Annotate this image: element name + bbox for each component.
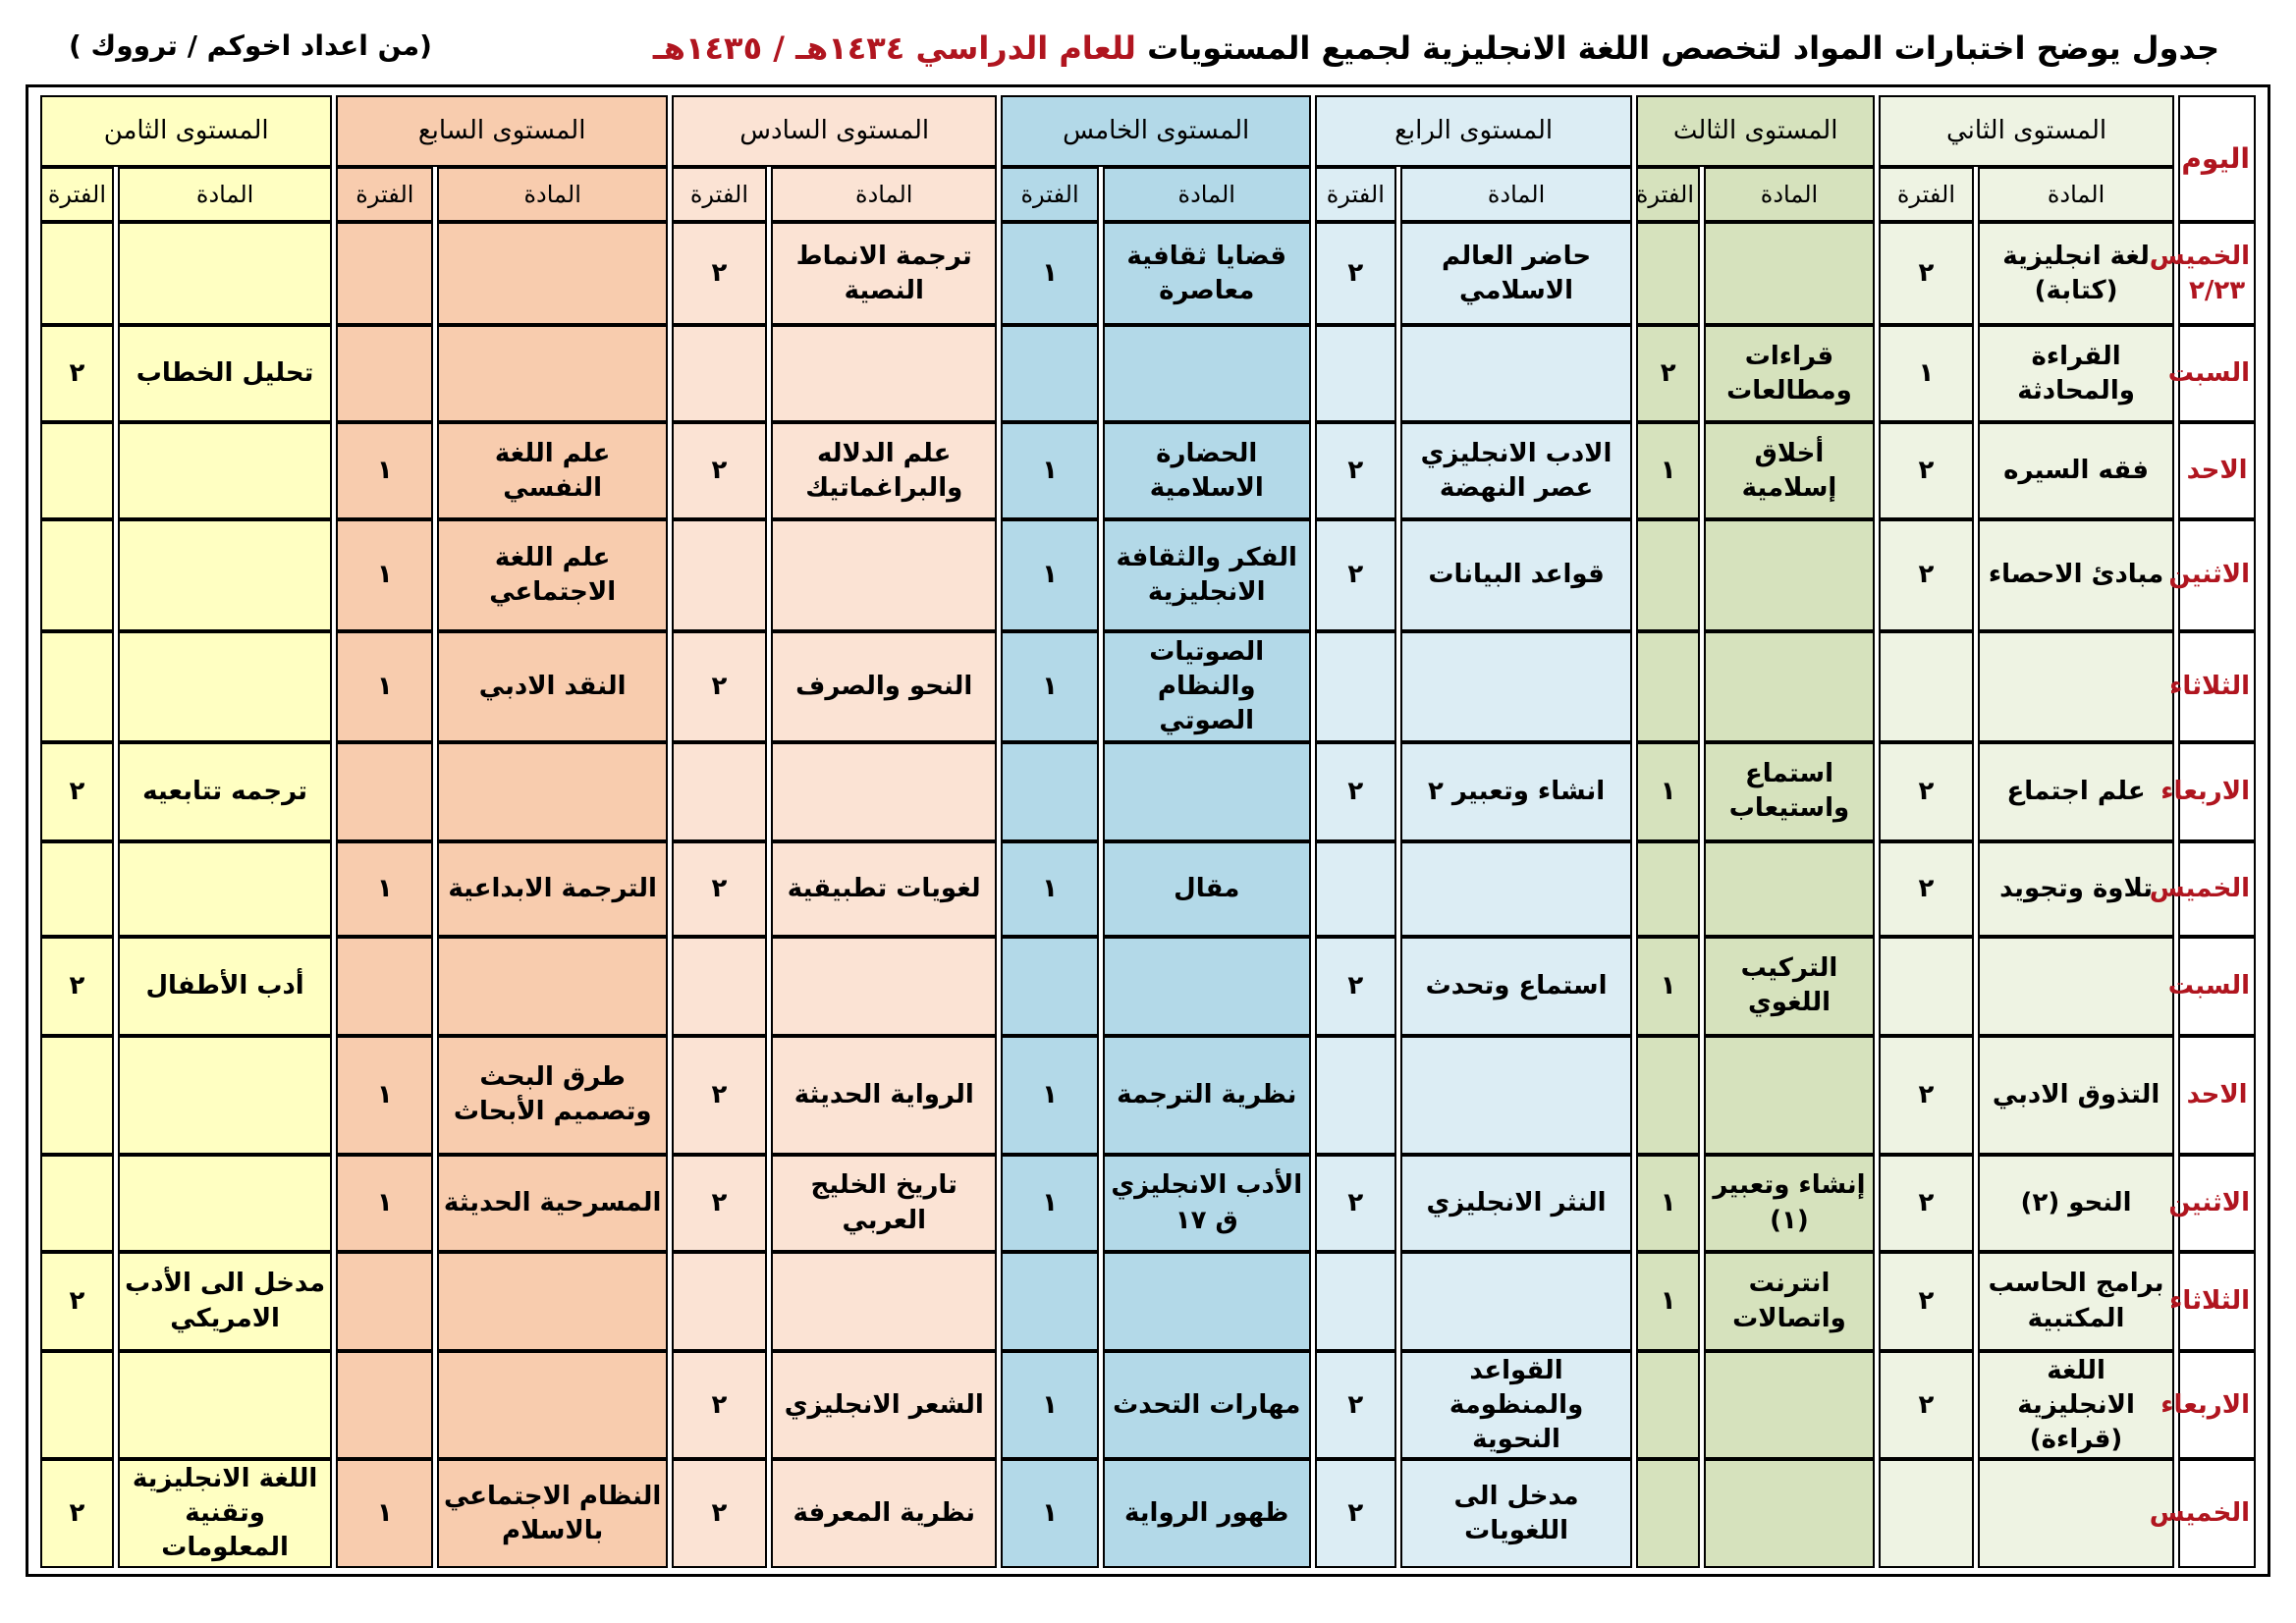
subject-cell bbox=[118, 222, 332, 325]
schedule-row bbox=[40, 1155, 2256, 1252]
period-cell: ٢ bbox=[1315, 222, 1396, 325]
period-cell bbox=[336, 325, 433, 422]
period-cell: ١ bbox=[1636, 742, 1700, 841]
subject-cell bbox=[1400, 1036, 1633, 1155]
schedule-row bbox=[40, 325, 2256, 422]
period-cell: ٢ bbox=[1879, 742, 1974, 841]
period-cell bbox=[672, 937, 767, 1036]
day-cell: الثلاثاء bbox=[2178, 1252, 2256, 1351]
day-cell: الاثنين bbox=[2178, 1155, 2256, 1252]
subject-cell: اللغة الانجليزية وتقنية المعلومات bbox=[118, 1459, 332, 1568]
subject-cell: استماع وتحدث bbox=[1400, 937, 1633, 1036]
day-cell: الاثنين bbox=[2178, 519, 2256, 630]
period-cell: ١ bbox=[1001, 1155, 1098, 1252]
subject-cell: القراءة والمحادثة bbox=[1978, 325, 2174, 422]
subject-cell: علم اللغة النفسي bbox=[437, 422, 668, 519]
subject-cell bbox=[437, 1351, 668, 1459]
period-cell bbox=[40, 422, 114, 519]
period-cell bbox=[336, 1252, 433, 1351]
period-cell: ٢ bbox=[1879, 519, 1974, 630]
day-cell: الخميس bbox=[2178, 841, 2256, 937]
schedule-row bbox=[40, 1252, 2256, 1351]
subject-cell bbox=[1400, 325, 1633, 422]
period-cell: ٢ bbox=[672, 222, 767, 325]
period-cell bbox=[672, 1252, 767, 1351]
page-title bbox=[653, 29, 2219, 67]
subject-cell bbox=[1704, 1036, 1875, 1155]
period-cell bbox=[1879, 631, 1974, 742]
title-row bbox=[59, 29, 2219, 79]
day-cell: الثلاثاء bbox=[2178, 631, 2256, 742]
subject-cell: علم اجتماع bbox=[1978, 742, 2174, 841]
period-cell: ٢ bbox=[1879, 222, 1974, 325]
subject-cell bbox=[1103, 742, 1311, 841]
period-cell bbox=[672, 742, 767, 841]
day-cell: الاحد bbox=[2178, 1036, 2256, 1155]
subject-cell bbox=[1978, 1459, 2174, 1568]
subject-cell: برامج الحاسب المكتبية bbox=[1978, 1252, 2174, 1351]
period-cell bbox=[40, 1351, 114, 1459]
period-cell: ٢ bbox=[1879, 1351, 1974, 1459]
period-cell bbox=[40, 519, 114, 630]
period-cell: ١ bbox=[1001, 1351, 1098, 1459]
period-cell: ٢ bbox=[1879, 1155, 1974, 1252]
period-cell bbox=[1636, 1459, 1700, 1568]
subject-column-header: المادة bbox=[118, 167, 332, 223]
period-cell: ٢ bbox=[672, 631, 767, 742]
period-cell: ١ bbox=[1001, 422, 1098, 519]
subject-cell bbox=[771, 325, 998, 422]
subject-cell: الشعر الانجليزي bbox=[771, 1351, 998, 1459]
subject-cell bbox=[1400, 1252, 1633, 1351]
period-cell: ١ bbox=[1636, 1252, 1700, 1351]
period-cell bbox=[1636, 1036, 1700, 1155]
period-cell bbox=[1315, 1252, 1396, 1351]
period-cell bbox=[336, 742, 433, 841]
period-cell: ٢ bbox=[1315, 519, 1396, 630]
subject-cell: النقد الادبي bbox=[437, 631, 668, 742]
day-column-header: اليوم bbox=[2178, 95, 2256, 222]
period-cell: ١ bbox=[1001, 519, 1098, 630]
exam-schedule-table bbox=[36, 95, 2260, 1568]
level-header: المستوى الثالث bbox=[1636, 95, 1875, 167]
period-cell bbox=[1315, 325, 1396, 422]
subject-cell: علم الدلاله والبراغماتيك bbox=[771, 422, 998, 519]
period-cell bbox=[672, 519, 767, 630]
level-header-row bbox=[40, 95, 2256, 167]
subject-cell: النظام الاجتماعي بالاسلام bbox=[437, 1459, 668, 1568]
period-cell: ٢ bbox=[40, 742, 114, 841]
period-cell bbox=[1315, 841, 1396, 937]
period-column-header: الفترة bbox=[1001, 167, 1098, 223]
subject-cell bbox=[771, 937, 998, 1036]
subject-cell: ترجمة الانماط النصية bbox=[771, 222, 998, 325]
subject-cell: نظرية الترجمة bbox=[1103, 1036, 1311, 1155]
subject-cell bbox=[1704, 631, 1875, 742]
subject-cell bbox=[118, 1351, 332, 1459]
period-cell bbox=[1636, 841, 1700, 937]
subject-cell bbox=[437, 325, 668, 422]
subject-cell: تاريخ الخليج العربي bbox=[771, 1155, 998, 1252]
subject-cell: حاضر العالم الاسلامي bbox=[1400, 222, 1633, 325]
period-cell bbox=[1315, 631, 1396, 742]
subject-column-header: المادة bbox=[1978, 167, 2174, 223]
period-cell: ٢ bbox=[1315, 742, 1396, 841]
subject-column-header: المادة bbox=[771, 167, 998, 223]
subject-cell bbox=[1978, 937, 2174, 1036]
subject-cell bbox=[118, 841, 332, 937]
period-cell: ١ bbox=[336, 631, 433, 742]
period-column-header: الفترة bbox=[1315, 167, 1396, 223]
subject-cell bbox=[118, 631, 332, 742]
period-cell bbox=[40, 631, 114, 742]
period-cell: ١ bbox=[1001, 1459, 1098, 1568]
period-cell: ٢ bbox=[1636, 325, 1700, 422]
subject-cell: إنشاء وتعبير (١) bbox=[1704, 1155, 1875, 1252]
subject-cell: مبادئ الاحصاء bbox=[1978, 519, 2174, 630]
subject-cell bbox=[1400, 631, 1633, 742]
period-cell bbox=[1001, 325, 1098, 422]
period-cell: ١ bbox=[1001, 631, 1098, 742]
subject-cell: التركيب اللغوي bbox=[1704, 937, 1875, 1036]
period-cell: ١ bbox=[336, 841, 433, 937]
day-cell: الخميس ٢/٢٣ bbox=[2178, 222, 2256, 325]
day-cell: الاربعاء bbox=[2178, 1351, 2256, 1459]
period-cell bbox=[672, 325, 767, 422]
schedule-row bbox=[40, 519, 2256, 630]
period-cell: ٢ bbox=[40, 1459, 114, 1568]
subject-cell: علم اللغة الاجتماعي bbox=[437, 519, 668, 630]
period-cell bbox=[40, 841, 114, 937]
period-cell: ٢ bbox=[40, 1252, 114, 1351]
title-text: جدول يوضح اختبارات المواد لتخصص اللغة الانجليزية لجميع المستويات bbox=[1147, 29, 2219, 67]
subject-cell bbox=[118, 1036, 332, 1155]
period-cell: ٢ bbox=[40, 937, 114, 1036]
author-credit: (من اعداد اخوكم / ترووك ) bbox=[69, 29, 432, 62]
subject-cell bbox=[437, 1252, 668, 1351]
subject-cell: نظرية المعرفة bbox=[771, 1459, 998, 1568]
schedule-row bbox=[40, 742, 2256, 841]
period-cell: ٢ bbox=[1315, 1351, 1396, 1459]
period-cell bbox=[336, 222, 433, 325]
period-cell bbox=[1001, 1252, 1098, 1351]
period-cell bbox=[1636, 519, 1700, 630]
subject-cell bbox=[1704, 1459, 1875, 1568]
period-cell bbox=[40, 222, 114, 325]
subject-cell: انشاء وتعبير ٢ bbox=[1400, 742, 1633, 841]
subject-cell bbox=[1400, 841, 1633, 937]
subject-cell: النحو (٢) bbox=[1978, 1155, 2174, 1252]
subject-cell: الصوتيات والنظام الصوتي bbox=[1103, 631, 1311, 742]
subject-cell bbox=[118, 1155, 332, 1252]
schedule-row bbox=[40, 1459, 2256, 1568]
period-cell: ٢ bbox=[672, 1459, 767, 1568]
subject-cell: فقه السيره bbox=[1978, 422, 2174, 519]
subject-cell bbox=[1978, 631, 2174, 742]
day-cell: السبت bbox=[2178, 937, 2256, 1036]
subject-cell bbox=[771, 742, 998, 841]
subject-cell bbox=[118, 519, 332, 630]
period-cell: ٢ bbox=[672, 422, 767, 519]
schedule-row bbox=[40, 422, 2256, 519]
period-cell bbox=[1001, 742, 1098, 841]
title-year: للعام الدراسي ١٤٣٤هـ / ١٤٣٥هـ bbox=[652, 29, 1136, 67]
period-cell bbox=[40, 1036, 114, 1155]
period-cell bbox=[1636, 222, 1700, 325]
subject-cell bbox=[437, 742, 668, 841]
subject-cell: تلاوة وتجويد bbox=[1978, 841, 2174, 937]
period-column-header: الفترة bbox=[1636, 167, 1700, 223]
subject-cell bbox=[1704, 519, 1875, 630]
period-cell bbox=[336, 937, 433, 1036]
period-column-header: الفترة bbox=[336, 167, 433, 223]
subject-cell: لغة انجليزية (كتابة) bbox=[1978, 222, 2174, 325]
subject-cell bbox=[1103, 325, 1311, 422]
subject-cell: ظهور الرواية bbox=[1103, 1459, 1311, 1568]
schedule-row bbox=[40, 631, 2256, 742]
period-cell: ١ bbox=[1879, 325, 1974, 422]
subject-cell bbox=[437, 222, 668, 325]
period-cell: ١ bbox=[336, 1036, 433, 1155]
subject-cell bbox=[118, 422, 332, 519]
subject-cell: مقال bbox=[1103, 841, 1311, 937]
period-cell: ١ bbox=[336, 1459, 433, 1568]
schedule-row bbox=[40, 841, 2256, 937]
period-cell bbox=[1001, 937, 1098, 1036]
subject-cell: الفكر والثقافة الانجليزية bbox=[1103, 519, 1311, 630]
period-cell: ٢ bbox=[1315, 1459, 1396, 1568]
period-cell: ٢ bbox=[672, 841, 767, 937]
day-cell: الاحد bbox=[2178, 422, 2256, 519]
subject-cell bbox=[1704, 841, 1875, 937]
subject-cell: مدخل الى الأدب الامريكي bbox=[118, 1252, 332, 1351]
subject-cell: المسرحية الحديثة bbox=[437, 1155, 668, 1252]
subject-cell: مدخل الى اللغويات bbox=[1400, 1459, 1633, 1568]
schedule-row bbox=[40, 1351, 2256, 1459]
subject-cell: قراءات ومطالعات bbox=[1704, 325, 1875, 422]
level-header: المستوى الخامس bbox=[1001, 95, 1310, 167]
period-cell: ٢ bbox=[1315, 422, 1396, 519]
period-cell: ١ bbox=[1636, 422, 1700, 519]
period-cell bbox=[1636, 1351, 1700, 1459]
period-cell bbox=[1879, 937, 1974, 1036]
subject-cell: قضايا ثقافية معاصرة bbox=[1103, 222, 1311, 325]
period-column-header: الفترة bbox=[1879, 167, 1974, 223]
period-cell: ٢ bbox=[672, 1351, 767, 1459]
schedule-row bbox=[40, 222, 2256, 325]
subject-column-header: المادة bbox=[1103, 167, 1311, 223]
subject-cell: الأدب الانجليزي ق ١٧ bbox=[1103, 1155, 1311, 1252]
schedule-row bbox=[40, 1036, 2256, 1155]
schedule-row bbox=[40, 937, 2256, 1036]
subject-cell: الادب الانجليزي عصر النهضة bbox=[1400, 422, 1633, 519]
period-cell: ١ bbox=[1636, 937, 1700, 1036]
subject-column-header: المادة bbox=[1704, 167, 1875, 223]
period-cell: ١ bbox=[1001, 841, 1098, 937]
period-cell: ١ bbox=[1001, 1036, 1098, 1155]
subject-cell bbox=[771, 1252, 998, 1351]
subject-cell: طرق البحث وتصميم الأبحاث bbox=[437, 1036, 668, 1155]
subject-cell bbox=[1704, 1351, 1875, 1459]
period-cell: ١ bbox=[336, 422, 433, 519]
period-cell: ٢ bbox=[1315, 1155, 1396, 1252]
subject-cell: الرواية الحديثة bbox=[771, 1036, 998, 1155]
subject-cell: أخلاق إسلامية bbox=[1704, 422, 1875, 519]
subject-cell: انترنت واتصالات bbox=[1704, 1252, 1875, 1351]
level-header: المستوى الثاني bbox=[1879, 95, 2174, 167]
day-cell: الاربعاء bbox=[2178, 742, 2256, 841]
period-cell: ١ bbox=[1636, 1155, 1700, 1252]
subject-cell bbox=[1704, 222, 1875, 325]
subject-cell bbox=[771, 519, 998, 630]
subject-cell bbox=[1103, 1252, 1311, 1351]
subject-cell: قواعد البيانات bbox=[1400, 519, 1633, 630]
period-cell bbox=[40, 1155, 114, 1252]
subject-column-header: المادة bbox=[437, 167, 668, 223]
level-header: المستوى السابع bbox=[336, 95, 668, 167]
period-cell: ٢ bbox=[1879, 841, 1974, 937]
subject-cell: الحضارة الاسلامية bbox=[1103, 422, 1311, 519]
subject-cell: التذوق الادبي bbox=[1978, 1036, 2174, 1155]
subject-cell: النحو والصرف bbox=[771, 631, 998, 742]
period-cell: ٢ bbox=[40, 325, 114, 422]
subject-column-header: المادة bbox=[1400, 167, 1633, 223]
subject-cell: أدب الأطفال bbox=[118, 937, 332, 1036]
subject-cell: الترجمة الابداعية bbox=[437, 841, 668, 937]
schedule-frame bbox=[26, 84, 2270, 1577]
day-cell: الخميس bbox=[2178, 1459, 2256, 1568]
level-header: المستوى السادس bbox=[672, 95, 998, 167]
period-cell: ١ bbox=[336, 519, 433, 630]
period-column-header: الفترة bbox=[40, 167, 114, 223]
period-cell: ١ bbox=[1001, 222, 1098, 325]
subject-cell: تحليل الخطاب bbox=[118, 325, 332, 422]
period-cell bbox=[1879, 1459, 1974, 1568]
day-cell: السبت bbox=[2178, 325, 2256, 422]
column-header-row bbox=[40, 167, 2256, 223]
subject-cell: ترجمه تتابعيه bbox=[118, 742, 332, 841]
subject-cell: لغويات تطبيقية bbox=[771, 841, 998, 937]
level-header: المستوى الثامن bbox=[40, 95, 332, 167]
period-cell: ٢ bbox=[1879, 1252, 1974, 1351]
period-cell: ٢ bbox=[672, 1036, 767, 1155]
level-header: المستوى الرابع bbox=[1315, 95, 1632, 167]
period-column-header: الفترة bbox=[672, 167, 767, 223]
period-cell bbox=[1315, 1036, 1396, 1155]
period-cell: ١ bbox=[336, 1155, 433, 1252]
period-cell: ٢ bbox=[1879, 1036, 1974, 1155]
period-cell: ٢ bbox=[1879, 422, 1974, 519]
period-cell: ٢ bbox=[672, 1155, 767, 1252]
subject-cell: النثر الانجليزي bbox=[1400, 1155, 1633, 1252]
subject-cell bbox=[437, 937, 668, 1036]
subject-cell: مهارات التحدث bbox=[1103, 1351, 1311, 1459]
period-cell bbox=[1636, 631, 1700, 742]
period-cell bbox=[336, 1351, 433, 1459]
period-cell: ٢ bbox=[1315, 937, 1396, 1036]
subject-cell: القواعد والمنظومة النحوية bbox=[1400, 1351, 1633, 1459]
subject-cell: اللغة الانجليزية (قراءة) bbox=[1978, 1351, 2174, 1459]
subject-cell: استماع واستيعاب bbox=[1704, 742, 1875, 841]
subject-cell bbox=[1103, 937, 1311, 1036]
